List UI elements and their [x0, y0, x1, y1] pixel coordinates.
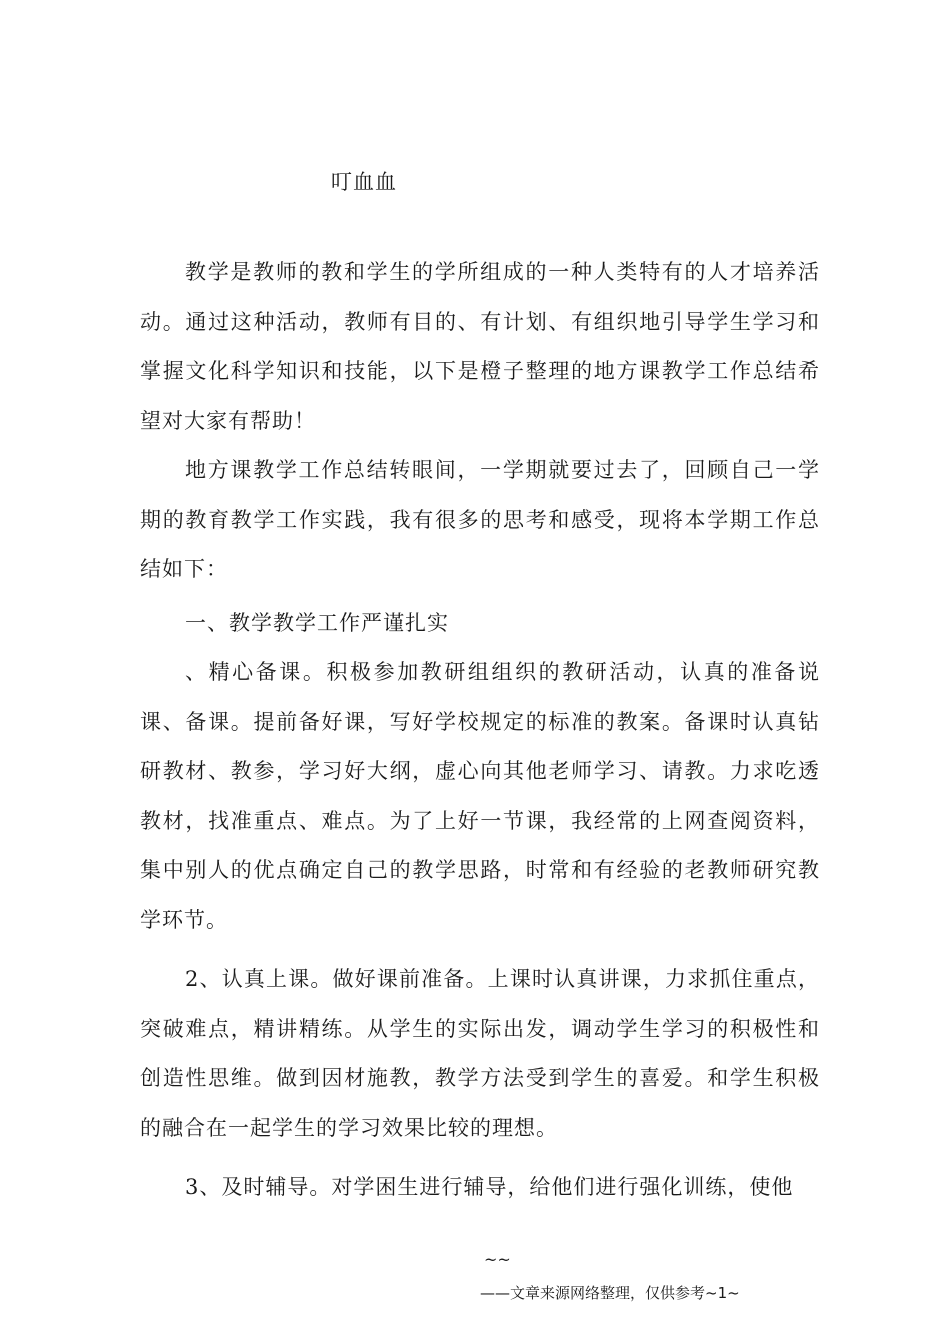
paragraph-tutoring: 3、及时辅导。对学困生进行辅导，给他们进行强化训练，使他 — [185, 1175, 794, 1199]
paragraph-teaching: 2、认真上课。做好课前准备。上课时认真讲课，力求抓住重点，突破难点，精讲精练。从学生的实际出发，调动学生学习的积极性和创造性思维。做到因材施教，教学方法受到学生的喜爱。和学生积极的融合在一起学生的学习效果比较的理想。 — [140, 967, 820, 1140]
section-heading: 一、教学教学工作严谨扎实 — [185, 610, 449, 635]
paragraph-intro: 教学是教师的教和学生的学所组成的一种人类特有的人才培养活动。通过这种活动，教师有目的、有计划、有组织地引导学生学习和掌握文化科学知识和技能，以下是橙子整理的地方课教学工作总结希望对大家有帮助！ — [140, 260, 820, 433]
document-title: 叮血血 — [331, 170, 397, 194]
footer-note: ——文章来源网络整理，仅供参考~1~ — [480, 1284, 740, 1302]
paragraph-summary-opening: 地方课教学工作总结转眼间，一学期就要过去了，回顾自己一学期的教育教学工作实践，我有很多的思考和感受，现将本学期工作总结如下： — [140, 458, 820, 581]
footer-mark: ~~ — [484, 1250, 511, 1269]
paragraph-lesson-prep: 、精心备课。积极参加教研组组织的教研活动，认真的准备说课、备课。提前备好课，写好学校规定的标准的教案。备课时认真钻研教材、教参，学习好大纲，虚心向其他老师学习、请教。力求吃透教材，找准重点、难点。为了上好一节课，我经常的上网查阅资料，集中别人的优点确定自己的教学思路，时常和有经验的老教师研究教学环节。 — [140, 660, 820, 932]
document-body — [140, 248, 820, 1213]
